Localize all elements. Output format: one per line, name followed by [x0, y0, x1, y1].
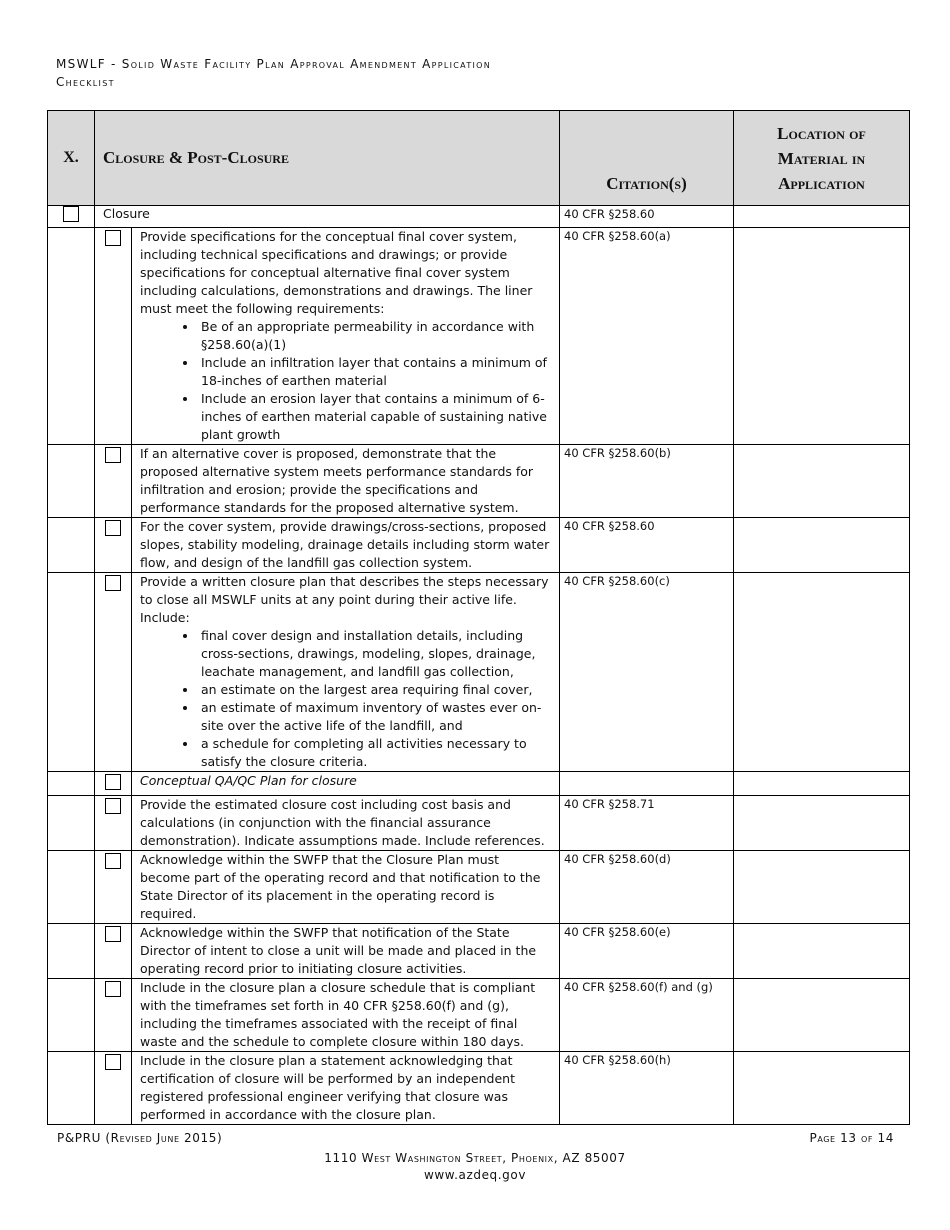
checkbox[interactable] [105, 798, 121, 814]
requirement-text: Acknowledge within the SWFP that notification of the State Director of intent to close a unit will be made and placed in the operating record prior to initiating closure activities. [140, 925, 537, 976]
checklist-row [48, 772, 910, 796]
footer-page-number: Page 13 of 14 [809, 1131, 894, 1145]
citation-cell: 40 CFR §258.60(d) [560, 851, 734, 924]
checklist-row [48, 851, 910, 924]
location-cell [734, 228, 910, 445]
requirement-cell [132, 979, 560, 1052]
location-cell [734, 796, 910, 851]
x-cell [48, 573, 95, 772]
citation-cell: 40 CFR §258.60(b) [560, 445, 734, 518]
requirement-cell [132, 228, 560, 445]
requirement-text: Include in the closure plan a statement acknowledging that certification of closure will be performed by an independent registered professional engineer verifying that closure was performed in accordance with the closure plan. [140, 1053, 515, 1122]
requirement-bullets [140, 627, 553, 771]
citation-cell: 40 CFR §258.60(f) and (g) [560, 979, 734, 1052]
bullet-item: • Be of an appropriate permeability in accordance with §258.60(a)(1) [198, 318, 553, 354]
requirement-cell [132, 851, 560, 924]
bullet-item: • an estimate on the largest area requiring final cover, [198, 681, 553, 699]
x-cell [48, 1052, 95, 1125]
col-x-header: X. [48, 111, 95, 206]
checklist-row [48, 1052, 910, 1125]
requirement-text: For the cover system, provide drawings/cross-sections, proposed slopes, stability modeling, drainage details including storm water flow, and design of the landfill gas collection system. [140, 519, 550, 570]
citation-cell: 40 CFR §258.60 [560, 518, 734, 573]
citation-cell: 40 CFR §258.60(a) [560, 228, 734, 445]
requirement-cell [132, 924, 560, 979]
x-cell [48, 228, 95, 445]
footer-revision: P&PRU (Revised June 2015) [57, 1131, 223, 1145]
checklist-row [48, 228, 910, 445]
x-cell [48, 924, 95, 979]
bullet-item: • Include an infiltration layer that contains a minimum of 18-inches of earthen material [198, 354, 553, 390]
location-cell [734, 1052, 910, 1125]
document-header [56, 55, 491, 91]
checklist-row [48, 445, 910, 518]
requirement-bullets [140, 318, 553, 444]
checklist-row [48, 796, 910, 851]
citation-cell [560, 772, 734, 796]
section-row-closure [48, 206, 910, 228]
checklist-row [48, 979, 910, 1052]
checkbox[interactable] [63, 206, 79, 222]
citation-cell: 40 CFR §258.60 [560, 206, 734, 228]
requirement-cell [132, 1052, 560, 1125]
location-cell [734, 851, 910, 924]
footer-address-block [0, 1150, 950, 1184]
requirement-text: Include in the closure plan a closure schedule that is compliant with the timeframes set forth in 40 CFR §258.60(f) and (g), including the timeframes associated with the receipt of final waste and the schedule to complete closure within 180 days. [140, 980, 536, 1049]
checkbox[interactable] [105, 774, 121, 790]
requirement-text: If an alternative cover is proposed, demonstrate that the proposed alternative system meets performance standards for infiltration and erosion; provide the specifications and performance standards for the proposed alternative system. [140, 446, 534, 515]
citation-cell: 40 CFR §258.60(h) [560, 1052, 734, 1125]
checklist-table [47, 110, 910, 1125]
checklist-row [48, 924, 910, 979]
location-cell [734, 924, 910, 979]
location-cell [734, 445, 910, 518]
x-cell [48, 796, 95, 851]
checkbox[interactable] [105, 230, 121, 246]
footer-address: 1110 West Washington Street, Phoenix, AZ 85007 [324, 1151, 626, 1165]
checkbox[interactable] [105, 981, 121, 997]
x-cell [48, 518, 95, 573]
bullet-item: • Include an erosion layer that contains a minimum of 6-inches of earthen material capable of sustaining native plant growth [198, 390, 553, 444]
location-cell [734, 772, 910, 796]
requirement-cell [132, 518, 560, 573]
checkbox[interactable] [105, 1054, 121, 1070]
requirement-cell [132, 573, 560, 772]
requirement-cell [132, 796, 560, 851]
x-cell [48, 851, 95, 924]
checkbox[interactable] [105, 447, 121, 463]
requirement-cell [132, 772, 560, 796]
bullet-item: • final cover design and installation details, including cross-sections, drawings, modeling, slopes, drainage, leachate management, and landfill gas collection, [198, 627, 553, 681]
location-cell [734, 518, 910, 573]
checkbox[interactable] [105, 853, 121, 869]
col-location-header: Location of Material in Application [734, 111, 910, 206]
section-label: Closure [95, 206, 560, 228]
citation-cell: 40 CFR §258.60(c) [560, 573, 734, 772]
x-cell [48, 445, 95, 518]
bullet-item: • an estimate of maximum inventory of wastes ever on-site over the active life of the landfill, and [198, 699, 553, 735]
footer-website: www.azdeq.gov [423, 1168, 527, 1182]
header-title: MSWLF - Solid Waste Facility Plan Approval Amendment Application [56, 57, 492, 71]
checklist-row [48, 573, 910, 772]
col-citation-header: Citation(s) [560, 111, 734, 206]
requirement-text: Provide a written closure plan that describes the steps necessary to close all MSWLF units at any point during their active life. Include: [140, 574, 549, 625]
location-cell [734, 206, 910, 228]
requirement-text: Provide specifications for the conceptual final cover system, including technical specifications and drawings; or provide specifications for conceptual alternative final cover system including calculations, demonstrations and drawings. The liner must meet the following requirements: [140, 229, 533, 316]
citation-cell: 40 CFR §258.71 [560, 796, 734, 851]
x-cell [48, 772, 95, 796]
checkbox[interactable] [105, 520, 121, 536]
requirement-text: Conceptual QA/QC Plan for closure [140, 773, 357, 788]
checkbox[interactable] [105, 575, 121, 591]
requirement-text: Acknowledge within the SWFP that the Closure Plan must become part of the operating record and that notification to the State Director of its placement in the operating record is required. [140, 852, 541, 921]
x-cell [48, 979, 95, 1052]
location-cell [734, 573, 910, 772]
requirement-text: Provide the estimated closure cost including cost basis and calculations (in conjunction with the financial assurance demonstration). Indicate assumptions made. Include references. [140, 797, 545, 848]
col-section-header: Closure & Post-Closure [95, 111, 560, 206]
checkbox[interactable] [105, 926, 121, 942]
requirement-cell [132, 445, 560, 518]
checklist-row [48, 518, 910, 573]
location-cell [734, 979, 910, 1052]
citation-cell: 40 CFR §258.60(e) [560, 924, 734, 979]
bullet-item: • a schedule for completing all activities necessary to satisfy the closure criteria. [198, 735, 553, 771]
header-subtitle: Checklist [56, 75, 115, 89]
